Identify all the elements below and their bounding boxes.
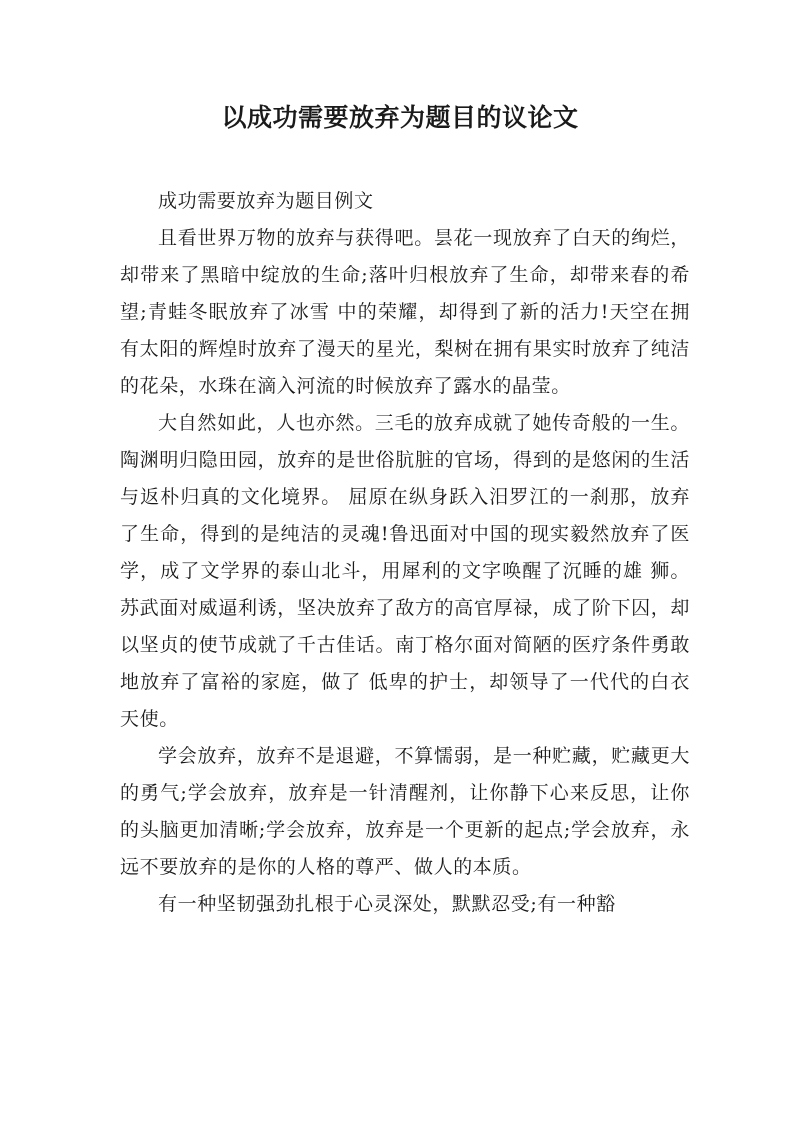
document-body bbox=[120, 183, 690, 923]
paragraph-4: 有一种坚韧强劲扎根于心灵深处，默默忍受;有一种豁 bbox=[158, 893, 616, 915]
document-title: 以成功需要放弃为题目的议论文 bbox=[221, 103, 579, 132]
paragraph-3: 学会放弃，放弃不是退避，不算懦弱，是一种贮藏，贮藏更大的勇气;学会放弃，放弃是一针清醒剂，让你静下心来反思，让你的头脑更加清晰;学会放弃，放弃是一个更新的起点;学会放弃，永远不要放弃的是你的人格的尊严、做人的本质。 bbox=[120, 745, 690, 878]
document-subtitle: 成功需要放弃为题目例文 bbox=[158, 190, 374, 212]
paragraph-1: 且看世界万物的放弃与获得吧。昙花一现放弃了白天的绚烂，却带来了黑暗中绽放的生命;落叶归根放弃了生命，却带来春的希望;青蛙冬眠放弃了冰雪 中的荣耀，却得到了新的活力!天空在拥有太阳的辉煌时放弃了漫天的星光，梨树在拥有果实时放弃了纯洁的花朵，水珠在滴入河流的时候放弃了露水的晶莹。 bbox=[120, 227, 690, 397]
paragraph-2: 大自然如此，人也亦然。三毛的放弃成就了她传奇般的一生。陶渊明归隐田园，放弃的是世俗肮脏的官场，得到的是悠闲的生活与返朴归真的文化境界。 屈原在纵身跃入汨罗江的一刹那，放弃了生命，得到的是纯洁的灵魂!鲁迅面对中国的现实毅然放弃了医学，成了文学界的泰山北斗，用犀利的文字唤醒了沉睡的雄 狮。苏武面对威逼利诱，坚决放弃了敌方的高官厚禄，成了阶下囚，却以坚贞的使节成就了千古佳话。南丁格尔面对简陋的医疗条件勇敢地放弃了富裕的家庭，做了 低卑的护士，却领导了一代代的白衣天使。 bbox=[120, 412, 690, 730]
